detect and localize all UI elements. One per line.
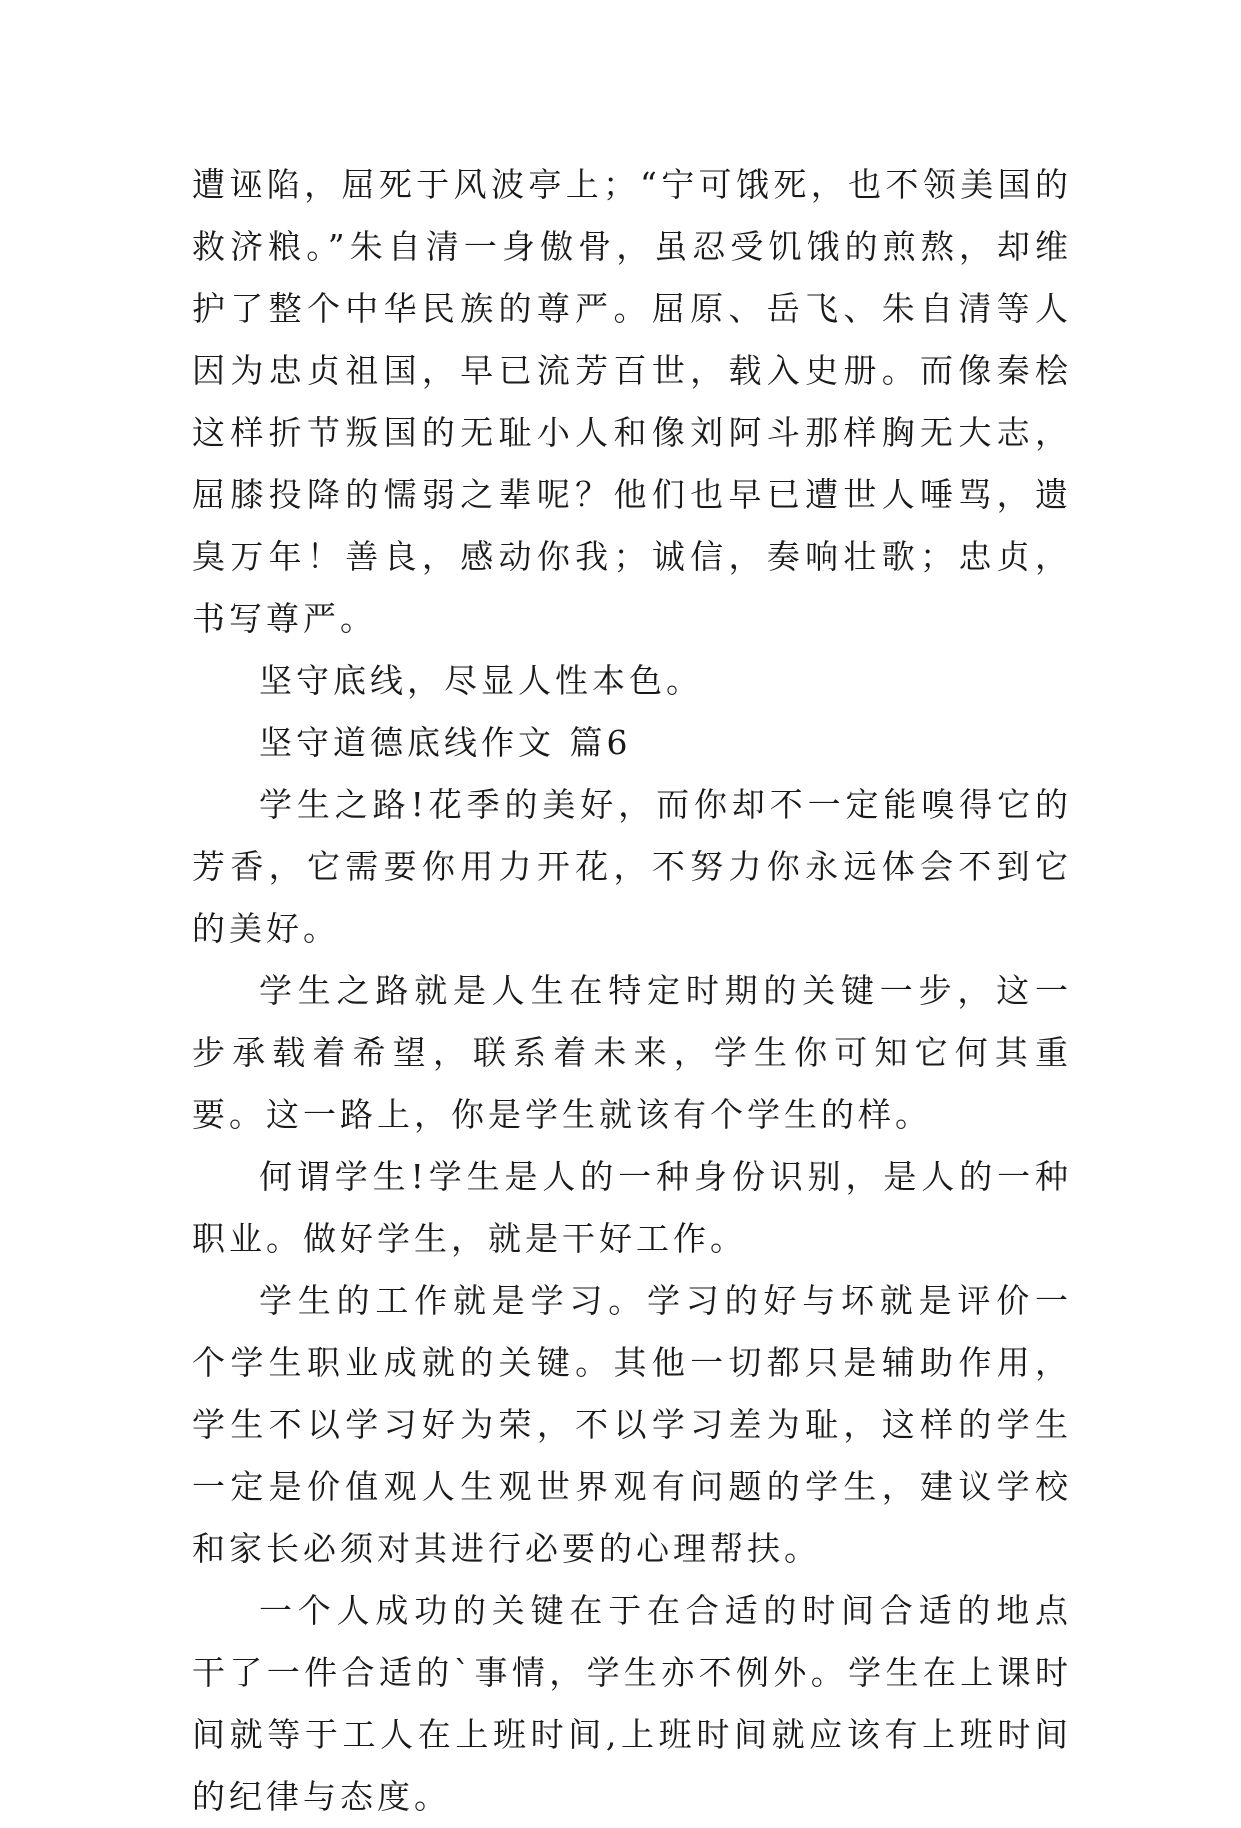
paragraph: 遭诬陷，屈死于风波亭上；“宁可饿死，也不领美国的救济粮。”朱自清一身傲骨，虽忍受饥饿的煎熬，却维护了整个中华民族的尊严。屈原、岳飞、朱自清等人因为忠贞祖国，早已流芳百世，载入史册。而像秦桧这样折节叛国的无耻小人和像刘阿斗那样胸无大志，屈膝投降的懦弱之辈呢？他们也早已遭世人唾骂，遗臭万年！善良，感动你我；诚信，奏响壮歌；忠贞，书写尊严。	[192, 165, 1072, 638]
paragraph: 学生之路!花季的美好，而你却不一定能嗅得它的芳香，它需要你用力开花，不努力你永远体会不到它的美好。	[192, 785, 1072, 948]
section-heading: 坚守道德底线作文 篇6	[259, 723, 632, 762]
paragraph: 何谓学生!学生是人的一种身份识别，是人的一种职业。做好学生，就是干好工作。	[192, 1157, 1072, 1258]
paragraph: 学生的工作就是学习。学习的好与坏就是评价一个学生职业成就的关键。其他一切都只是辅助作用，学生不以学习好为荣，不以学习差为耻，这样的学生一定是价值观人生观世界观有问题的学生，建议学校和家长必须对其进行必要的心理帮扶。	[192, 1281, 1072, 1568]
paragraph: 坚守底线，尽显人性本色。	[259, 661, 703, 700]
paragraph: 学生之路就是人生在特定时期的关键一步，这一步承载着希望，联系着未来，学生你可知它何其重要。这一路上，你是学生就该有个学生的样。	[192, 971, 1072, 1134]
document-body	[192, 154, 1072, 1828]
paragraph: 一个人成功的关键在于在合适的时间合适的地点干了一件合适的`事情，学生亦不例外。学生在上课时间就等于工人在上班时间,上班时间就应该有上班时间的纪律与态度。	[192, 1591, 1072, 1816]
